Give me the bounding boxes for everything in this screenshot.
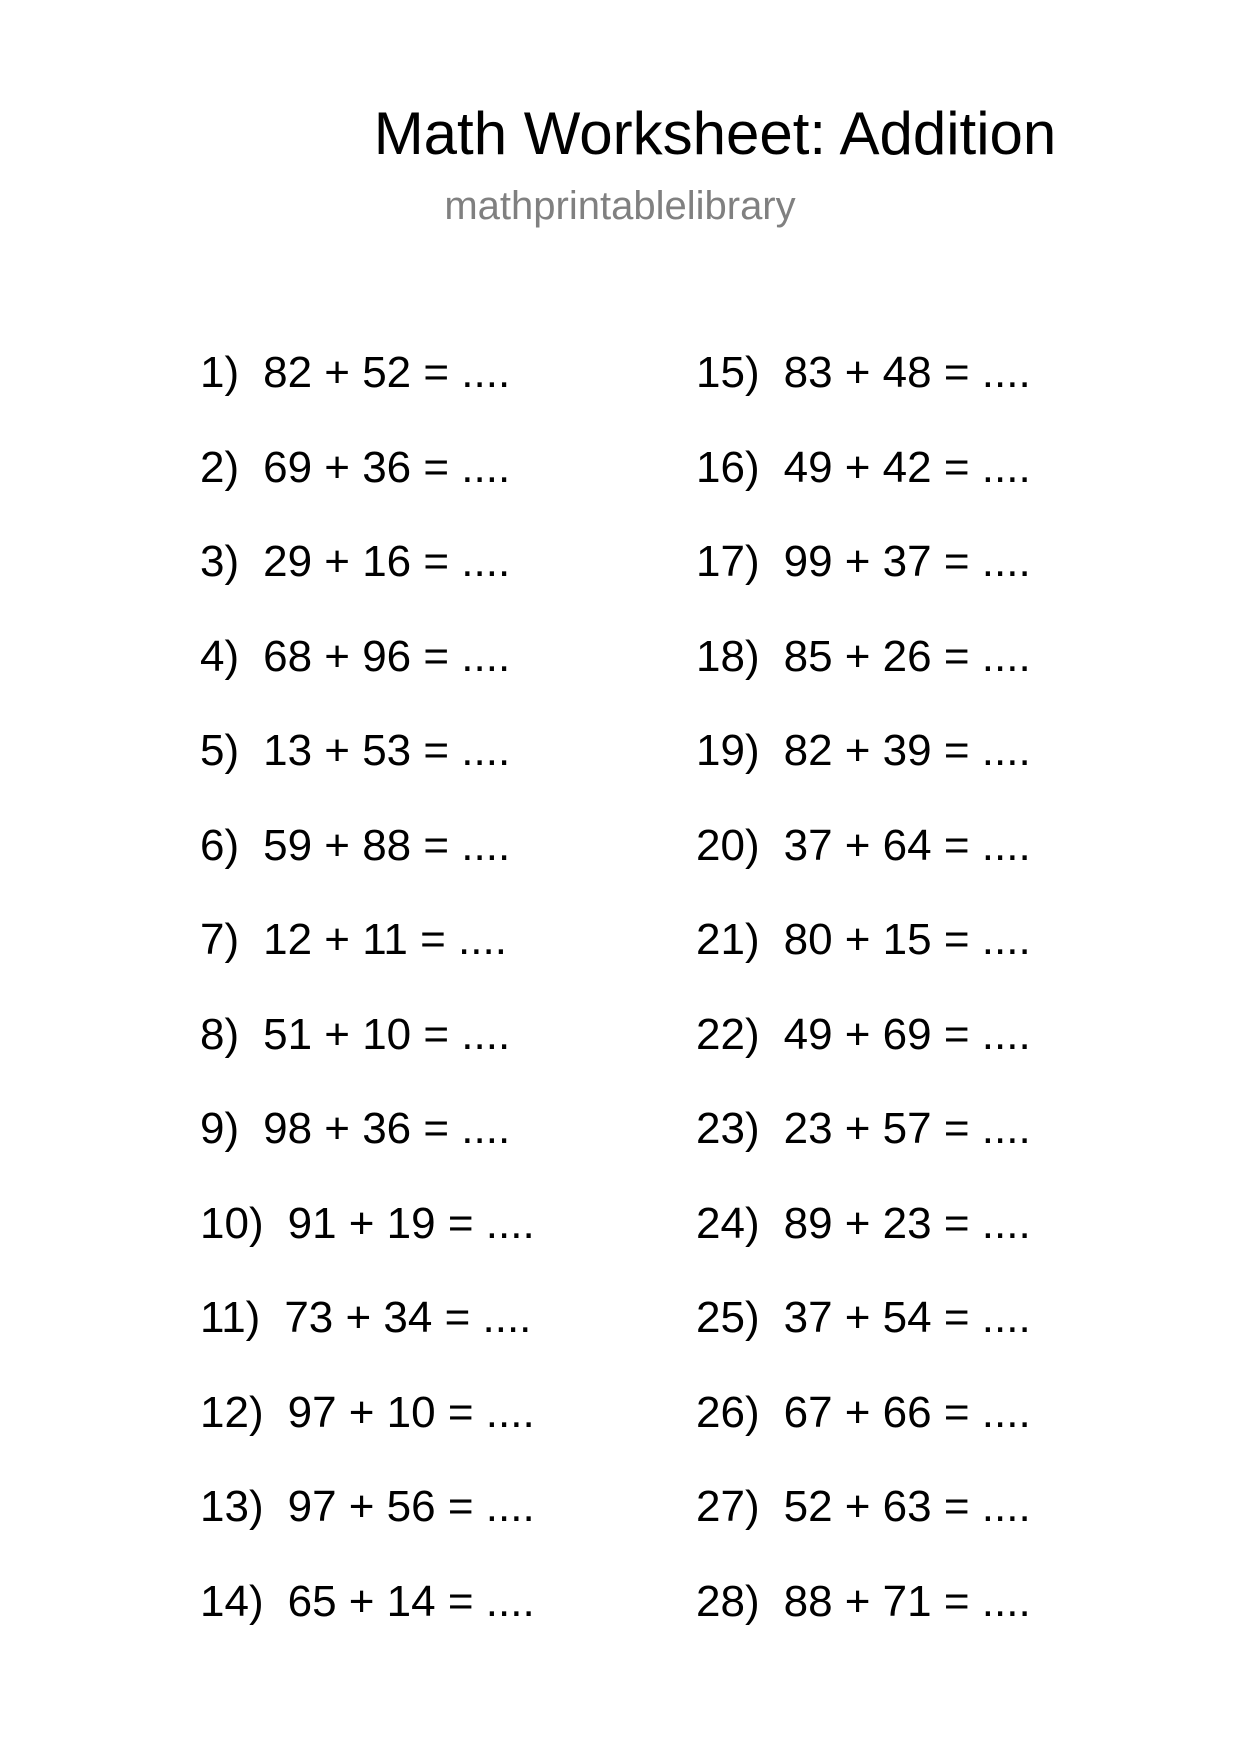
problem-item xyxy=(200,631,510,683)
problem-item xyxy=(200,1009,510,1061)
problem-expression: 99 + 37 = .... xyxy=(783,537,1031,586)
problem-number: 8) xyxy=(200,1010,240,1059)
problem-number: 16) xyxy=(696,443,760,492)
problem-number: 15) xyxy=(696,348,760,397)
problem-item xyxy=(696,1292,1031,1344)
problem-item xyxy=(200,1387,535,1439)
problem-expression: 49 + 42 = .... xyxy=(783,443,1031,492)
problem-number: 14) xyxy=(200,1577,264,1626)
problem-item xyxy=(200,820,510,872)
problem-expression: 82 + 52 = .... xyxy=(263,348,511,397)
problem-number: 22) xyxy=(696,1010,760,1059)
problem-expression: 13 + 53 = .... xyxy=(263,726,511,775)
problem-item xyxy=(200,536,510,588)
problem-number: 20) xyxy=(696,821,760,870)
problem-item xyxy=(200,347,510,399)
problem-expression: 80 + 15 = .... xyxy=(783,915,1031,964)
problem-expression: 37 + 64 = .... xyxy=(783,821,1031,870)
problem-number: 23) xyxy=(696,1104,760,1153)
problem-item xyxy=(696,820,1031,872)
problem-expression: 65 + 14 = .... xyxy=(287,1577,535,1626)
problem-expression: 85 + 26 = .... xyxy=(783,632,1031,681)
problem-number: 19) xyxy=(696,726,760,775)
problem-expression: 23 + 57 = .... xyxy=(783,1104,1031,1153)
problem-item xyxy=(200,914,507,966)
problem-number: 27) xyxy=(696,1482,760,1531)
problem-number: 7) xyxy=(200,915,240,964)
problem-expression: 67 + 66 = .... xyxy=(783,1388,1031,1437)
problem-expression: 51 + 10 = .... xyxy=(263,1010,511,1059)
problem-number: 18) xyxy=(696,632,760,681)
problem-item xyxy=(200,725,510,777)
problem-item xyxy=(696,347,1031,399)
problem-item xyxy=(200,1481,535,1533)
problem-expression: 52 + 63 = .... xyxy=(783,1482,1031,1531)
problem-number: 11) xyxy=(200,1293,261,1342)
problem-number: 24) xyxy=(696,1199,760,1248)
worksheet-title: Math Worksheet: Addition xyxy=(373,100,1057,167)
problem-number: 5) xyxy=(200,726,240,775)
problem-expression: 29 + 16 = .... xyxy=(263,537,511,586)
problem-item xyxy=(696,1009,1031,1061)
problem-item xyxy=(200,1198,535,1250)
problem-expression: 89 + 23 = .... xyxy=(783,1199,1031,1248)
problem-item xyxy=(696,1576,1031,1628)
problem-item xyxy=(696,1387,1031,1439)
problem-number: 28) xyxy=(696,1577,760,1626)
problem-number: 9) xyxy=(200,1104,240,1153)
problem-expression: 91 + 19 = .... xyxy=(287,1199,535,1248)
problem-number: 25) xyxy=(696,1293,760,1342)
problem-expression: 12 + 11 = .... xyxy=(263,915,507,964)
problem-item xyxy=(696,914,1031,966)
problem-expression: 82 + 39 = .... xyxy=(783,726,1031,775)
problem-expression: 88 + 71 = .... xyxy=(783,1577,1031,1626)
problem-number: 12) xyxy=(200,1388,264,1437)
problem-item xyxy=(696,1103,1031,1155)
problem-number: 17) xyxy=(696,537,760,586)
problem-expression: 37 + 54 = .... xyxy=(783,1293,1031,1342)
problem-number: 4) xyxy=(200,632,240,681)
problem-expression: 59 + 88 = .... xyxy=(263,821,511,870)
problem-number: 3) xyxy=(200,537,240,586)
problem-item xyxy=(200,1292,531,1344)
problem-expression: 97 + 10 = .... xyxy=(287,1388,535,1437)
problem-number: 10) xyxy=(200,1199,264,1248)
problem-item xyxy=(696,725,1031,777)
problem-number: 1) xyxy=(200,348,240,397)
problem-number: 26) xyxy=(696,1388,760,1437)
problem-number: 2) xyxy=(200,443,240,492)
problem-expression: 83 + 48 = .... xyxy=(783,348,1031,397)
problem-item xyxy=(696,442,1031,494)
problem-expression: 68 + 96 = .... xyxy=(263,632,511,681)
problem-item xyxy=(696,1481,1031,1533)
problem-item xyxy=(200,442,510,494)
problem-expression: 97 + 56 = .... xyxy=(287,1482,535,1531)
problem-item xyxy=(200,1103,510,1155)
worksheet-subtitle: mathprintablelibrary xyxy=(444,184,796,228)
problem-number: 6) xyxy=(200,821,240,870)
problem-item xyxy=(696,536,1031,588)
problem-expression: 49 + 69 = .... xyxy=(783,1010,1031,1059)
problem-expression: 69 + 36 = .... xyxy=(263,443,511,492)
problem-item xyxy=(696,1198,1031,1250)
problem-expression: 73 + 34 = .... xyxy=(284,1293,532,1342)
problem-number: 13) xyxy=(200,1482,264,1531)
problem-item xyxy=(696,631,1031,683)
problem-expression: 98 + 36 = .... xyxy=(263,1104,511,1153)
problem-item xyxy=(200,1576,535,1628)
problem-number: 21) xyxy=(696,915,760,964)
